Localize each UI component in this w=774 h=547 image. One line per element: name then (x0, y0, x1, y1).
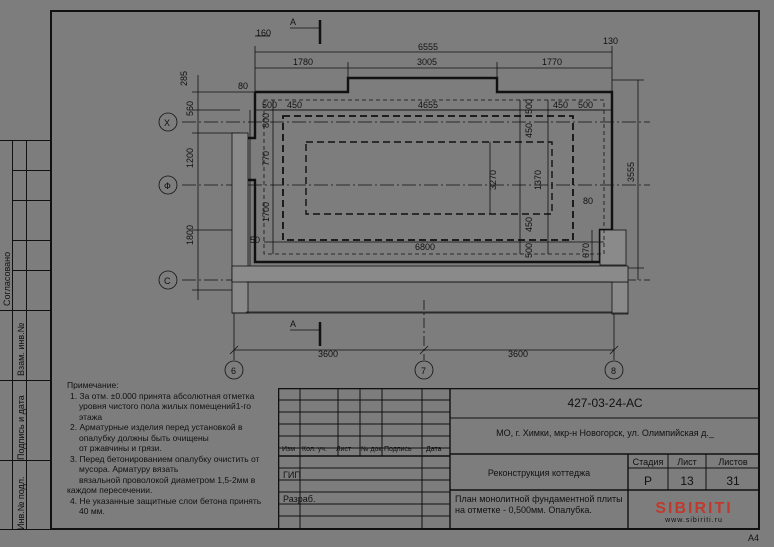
notes-title: Примечание: (67, 380, 119, 390)
dim-450-d: 450 (524, 216, 534, 232)
dim-450-c: 450 (524, 122, 534, 138)
dim-1780: 1780 (293, 57, 314, 67)
company-website: www.sibiriti.ru (665, 517, 723, 524)
dim-1770: 1770 (542, 57, 563, 67)
axis-7-label: 7 (421, 366, 427, 376)
dim-800: 800 (261, 112, 271, 128)
dim-1800: 1800 (185, 224, 195, 245)
dim-3005: 3005 (417, 57, 438, 67)
dim-50: 50 (250, 235, 261, 245)
sidebar-sign-date: Подпись и дата (16, 395, 26, 460)
dim-500-a: 500 (262, 100, 278, 110)
note-line-4: 2. Арматурные изделия перед установкой в (70, 422, 243, 432)
stage-header: Стадия (632, 457, 664, 467)
dim-3600-b: 3600 (508, 349, 529, 359)
notes-block (67, 380, 277, 517)
note-line-2: уровня чистого пола жилых помещений1-го (79, 401, 251, 411)
sheet-header: Лист (677, 457, 697, 467)
dim-130: 130 (603, 36, 619, 46)
note-line-5: опалубку должны быть очищены (79, 432, 209, 443)
axis-c-label: С (164, 276, 171, 286)
dim-500-d: 500 (524, 242, 534, 258)
dim-670: 670 (581, 242, 591, 258)
section-marker-bottom: А (290, 319, 297, 329)
sidebar-inv-replace: Взам. инв.№ (16, 322, 26, 376)
dim-6800: 6800 (415, 242, 436, 252)
gip-label: ГИП (283, 470, 301, 480)
stage-value: Р (643, 474, 652, 488)
drawing-code: 427-03-24-АС (567, 396, 643, 410)
dim-1370: 1370 (533, 169, 543, 190)
col-ndok: № док. (361, 446, 384, 453)
note-line-10: каждом пересечении. (67, 485, 153, 495)
dim-770: 770 (261, 150, 271, 166)
note-line-11: 4. Не указанные защитные слои бетона принять (70, 495, 262, 506)
axis-6-label: 6 (231, 366, 237, 376)
project-name: Реконструкция коттеджа (487, 468, 591, 478)
dim-1700: 1700 (261, 201, 271, 222)
note-line-12: 40 мм. (79, 506, 105, 516)
sheets-value: 31 (726, 474, 740, 488)
dim-80-right: 80 (583, 196, 594, 206)
note-line-6: от ржавчины и грязи. (79, 443, 162, 453)
note-line-3: этажа (79, 411, 103, 422)
col-izm: Изм (282, 446, 296, 453)
col-podp: Подпись (384, 446, 412, 453)
sheet-value: 13 (680, 474, 694, 488)
sheets-header: Листов (718, 457, 748, 467)
note-line-7: 3. Перед бетонированием опалубку очистить от (70, 453, 260, 464)
dim-560: 560 (185, 100, 195, 116)
razrab-label: Разраб. (283, 494, 316, 504)
col-kol: Кол. уч. (302, 446, 327, 453)
dim-80-top: 80 (238, 81, 249, 91)
col-list: Лист (336, 446, 352, 453)
dim-1200: 1200 (185, 147, 195, 168)
dim-500-b: 500 (524, 98, 534, 114)
axis-f-label: Ф (164, 181, 171, 191)
note-line-1: 1. За отм. ±0.000 принята абсолютная отметка (70, 390, 255, 401)
dim-285: 285 (179, 70, 189, 86)
dim-450-a: 450 (287, 100, 303, 110)
sheet-format: А4 (748, 533, 760, 543)
sidebar-inv-orig: Инв.№ подл. (16, 476, 26, 530)
dim-500-c: 500 (578, 100, 594, 110)
project-address: МО, г. Химки, мкр-н Новогорск, ул. Олимпийская д._ (496, 428, 714, 438)
dim-450-b: 450 (553, 100, 569, 110)
dim-3555: 3555 (626, 161, 636, 182)
axis-x-label: Х (164, 118, 171, 128)
note-line-8: мусора. Арматуру вязать (79, 464, 179, 474)
dim-160: 160 (256, 28, 272, 38)
drawing-name: План монолитной фундаментной плиты на отметке - 0,500мм. Опалубка. (455, 494, 623, 515)
dim-3600-a: 3600 (318, 349, 339, 359)
note-line-9: вязальной проволокой диаметром 1,5-2мм в (79, 474, 256, 485)
axis-8-label: 8 (611, 366, 617, 376)
dim-6555: 6555 (418, 42, 439, 52)
dim-4655: 4655 (418, 100, 439, 110)
dim-3270: 3270 (488, 169, 498, 190)
sidebar-agreed: Согласовано (2, 251, 12, 306)
company-logo: SIBIRITI (655, 500, 733, 517)
col-data: Дата (426, 446, 442, 453)
section-marker-top: А (290, 17, 297, 27)
